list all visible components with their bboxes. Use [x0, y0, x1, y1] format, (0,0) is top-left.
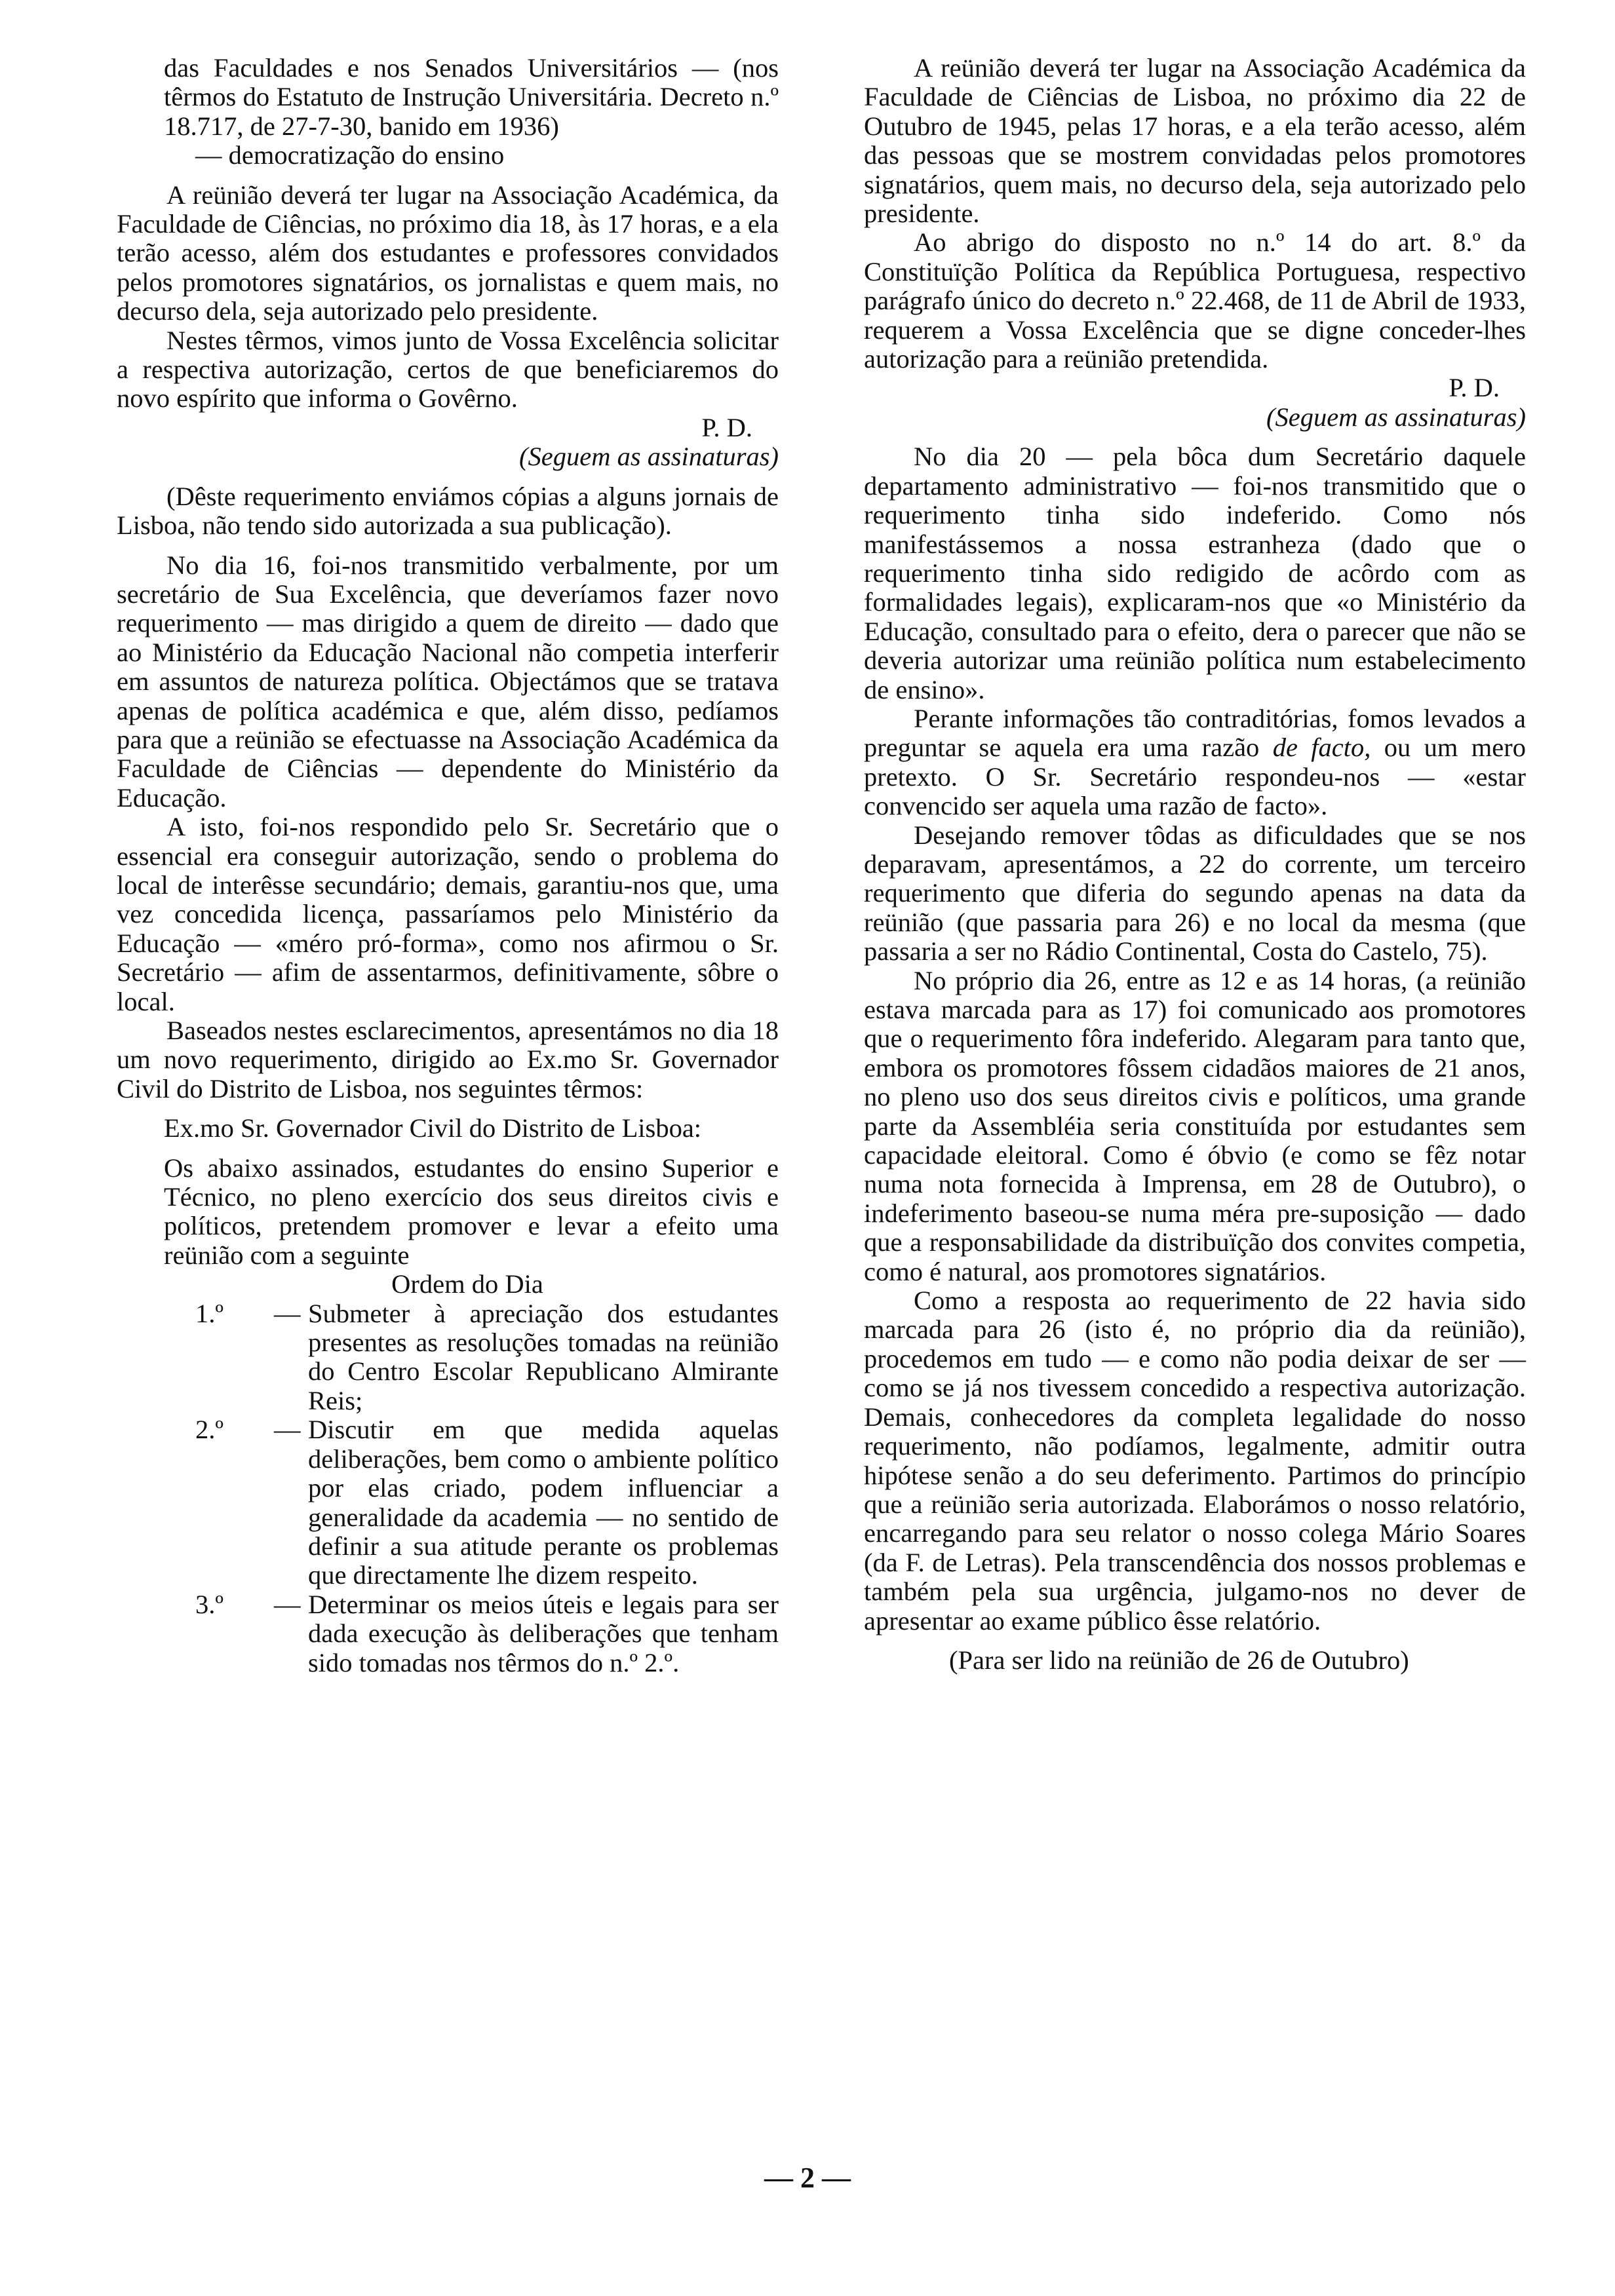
page-number: — 2 —: [764, 2162, 851, 2194]
left-column: [117, 54, 779, 1677]
signatories-paragraph: Os abaixo assinados, estudantes do ensino Superior e Técnico, no pleno exercício dos seus direitos civis e políticos, pretendem promover e levar a efeito uma reünião com a seguinte: [164, 1153, 779, 1270]
meeting-location-paragraph: A reünião deverá ter lugar na Associação Académica da Faculdade de Ciências de Lisboa, no próximo dia 22 de Outubro de 1945, pelas 17 horas, e a ela terão acesso, além das pessoas que se mostrem convidadas pelos promotores signatários, quem mais, no decurso dela, seja autorizado pelo presidente.: [864, 53, 1526, 229]
copies-paragraph: (Dêste requerimento enviámos cópias a alguns jornais de Lisboa, não tendo sido autorizada a sua publicação).: [117, 481, 779, 541]
agenda-item: [117, 1299, 779, 1416]
intro-paragraph: das Faculdades e nos Senados Universitários — (nos têrmos do Estatuto de Instrução Universitária. Decreto n.º 18.717, de 27-7-30, banido em 1936): [164, 53, 779, 141]
report-paragraph: Como a resposta ao requerimento de 22 havia sido marcada para 26 (isto é, no próprio dia da reünião), procedemos em tudo — e como não podia deixar de ser — como se já nos tivessem concedido a respectiva autorização. Demais, conhecedores da completa legalidade do nosso requerimento, não podíamos, legalmente, admitir outra hipótese senão a do seu deferimento. Partimos do princípio que a reünião seria autorizada. Elaborámos o nosso relatório, encarregando para seu relator o nosso colega Mário Soares (da F. de Letras). Pela transcendência dos nossos problemas e também pela sua urgência, julgamo-nos no dever de apresentar ao exame público êsse relatório.: [864, 1286, 1526, 1636]
agenda-item-text: Discutir em que medida aquelas deliberações, bem como o ambiente político por elas criado, podem influenciar a generalidade da academia — no sentido de definir a sua atitude perante os problemas que directamente lhe dizem respeito.: [308, 1415, 779, 1590]
address-line: Ex.mo Sr. Governador Civil do Distrito de Lisboa:: [164, 1113, 702, 1143]
agenda-heading: Ordem do Dia: [391, 1269, 543, 1299]
new-request-paragraph: Baseados nestes esclarecimentos, apresentámos no dia 18 um novo requerimento, dirigido ao Ex.mo Sr. Governador Civil do Distrito de Lisboa, nos seguintes têrmos:: [117, 1016, 779, 1103]
agenda-item-text: Determinar os meios úteis e legais para ser dada execução às deliberações que tenham sido tomadas nos têrmos do n.º 2.º.: [308, 1589, 779, 1677]
agenda-item-number: 3.º: [195, 1589, 224, 1619]
verbal-transmission-paragraph: No dia 16, foi-nos transmitido verbalmente, por um secretário de Sua Excelência, que deveríamos fazer novo requerimento — mas dirigido a quem de direito — dado que ao Ministério da Educação Nacional não competia interferir em assuntos de natureza política. Objectámos que se tratava apenas de política académica e que, além disso, pedíamos para que a reünião se efectuasse na Associação Académica da Faculdade de Ciências — dependente do Ministério da Educação.: [117, 550, 779, 813]
pd-closing: P. D.: [1449, 373, 1500, 403]
agenda-item-dash: —: [274, 1298, 301, 1328]
agenda-list: [117, 1299, 779, 1677]
agenda-item: [117, 1415, 779, 1590]
agenda-item-dash: —: [274, 1589, 301, 1619]
pd-closing: P. D.: [701, 412, 752, 442]
agenda-item-number: 2.º: [195, 1415, 224, 1445]
agenda-item-dash: —: [274, 1415, 301, 1445]
intro-last-line: — democratização do ensino: [195, 140, 505, 170]
signatures-note: (Seguem as assinaturas): [1266, 402, 1526, 432]
right-column: [864, 54, 1526, 1675]
agenda-item-text: Submeter à apreciação dos estudantes presentes as resoluções tomadas na reünião do Centro Escolar Republicano Almirante Reis;: [308, 1298, 779, 1415]
secretary-reply-paragraph: A isto, foi-nos respondido pelo Sr. Secretário que o essencial era conseguir autorização, sendo o problema do local de interêsse secundário; demais, garantiu-nos que, uma vez concedida licença, passaríamos pelo Ministério da Educação — «méro pró-forma», como nos afirmou o Sr. Secretário — afim de assentarmos, definitivamente, sôbre o local.: [117, 812, 779, 1016]
contradiction-text-c: ou um mero pretexto. O Sr. Secretário respondeu-nos — «estar convencido ser aquela uma razão de facto».: [864, 733, 1526, 821]
refusal-paragraph: No dia 20 — pela bôca dum Secretário daquele departamento administrativo — foi-nos transmitido que o requerimento tinha sido indeferido. Como nós manifestássemos a nossa estranheza (dado que o requerimento tinha sido redigido de acôrdo com as formalidades legais), explicaram-nos que «o Ministério da Educação, consultado para o efeito, dera o parecer que não se deveria autorizar uma reünião política num estabelecimento de ensino».: [864, 442, 1526, 704]
contradiction-italic: de facto,: [1272, 733, 1371, 763]
contradiction-text-a: Perante informações tão contraditórias, fomos levados a preguntar se aquela era uma razão: [864, 703, 1526, 763]
signatures-note: (Seguem as assinaturas): [519, 442, 779, 472]
day-26-paragraph: No próprio dia 26, entre as 12 e as 14 horas, (a reünião estava marcada para as 17) foi comunicado aos promotores que o requerimento fôra indeferido. Alegaram para tanto que, embora os promotores fôssem cidadãos maiores de 21 anos, no pleno uso dos seus direitos civis e políticos, uma grande parte da Assembléia seria constituída por estudantes sem capacidade eleitoral. Como é óbvio (e como se fêz notar numa nota fornecida à Imprensa, em 28 de Outubro), o indeferimento baseou-se numa méra pre-suposição — dado que a responsabilidade da distribuïção dos convites competia, como é natural, aos promotores signatários.: [864, 965, 1526, 1286]
third-request-paragraph: Desejando remover tôdas as dificuldades que se nos deparavam, apresentámos, a 22 do corrente, um terceiro requerimento que diferia do segundo apenas na data da reünião (que passaria para 26) e no local da mesma (que passaria a ser no Rádio Continental, Costa do Castelo, 75).: [864, 820, 1526, 966]
agenda-item: [117, 1590, 779, 1677]
legal-basis-paragraph: Ao abrigo do disposto no n.º 14 do art. 8.º da Constituïção Política da República Portuguesa, respectivo parágrafo único do decreto n.º 22.468, de 11 de Abril de 1933, requerem a Vossa Excelência que se digne conceder-lhes autorização para a reünião pretendida.: [864, 227, 1526, 374]
meeting-paragraph: A reünião deverá ter lugar na Associação Académica, da Faculdade de Ciências, no próximo dia 18, às 17 horas, e a ela terão acesso, além dos estudantes e professores convidados pelos promotores signatários, os jornalistas e quem mais, no decurso dela, seja autorizado pelo presidente.: [117, 180, 779, 326]
request-paragraph: Nestes têrmos, vimos junto de Vossa Excelência solicitar a respectiva autorização, certos de que beneficiaremos do novo espírito que informa o Govêrno.: [117, 325, 779, 413]
contradiction-paragraph: [864, 704, 1526, 821]
reading-note: (Para ser lido na reünião de 26 de Outubro): [949, 1645, 1409, 1675]
agenda-item-number: 1.º: [195, 1298, 224, 1328]
